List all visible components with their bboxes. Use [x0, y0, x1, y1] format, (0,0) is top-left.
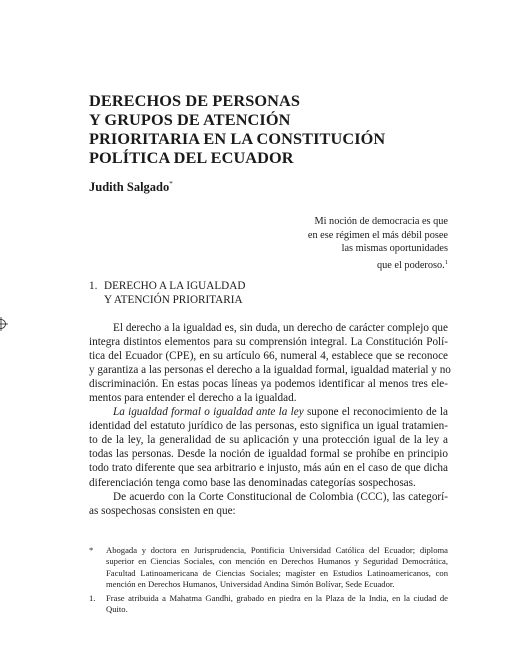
paragraph-2 [89, 405, 448, 489]
footnote-line: Facultad Latinoamericana de Ciencias Sociales; magíster en Estudios Latinoamericanos, con [106, 567, 448, 578]
footnote-line: Quito. [106, 604, 128, 615]
footnotes [89, 545, 448, 619]
epigraph-line: en ese régimen el más débil posee [307, 229, 448, 241]
italic-phrase: La igualdad formal o igualdad ante la ley [113, 406, 304, 419]
body-text [89, 321, 451, 518]
text-line: mentos para entender el derecho a la igualdad. [89, 392, 297, 405]
footnote-1 [89, 593, 448, 616]
epigraph-line: Mi noción de democracia es que [314, 216, 448, 227]
footnote-line: superior en Ciencias Sociales, con mención en Derechos Humanos y Seguridad Democrática, [106, 556, 448, 567]
registration-mark-icon [0, 317, 8, 331]
footnote-line: mención en Derechos Humanos, Universidad Andina Simón Bolívar, Sede Ecuador. [106, 578, 395, 589]
text-line: y garantiza a las personas el derecho a la igualdad formal, igualdad material y no [89, 364, 451, 377]
text-line: to de la ley, la generalidad de su aplicación y una protección igual de la ley a [89, 434, 448, 447]
footnote-mark: * [89, 545, 94, 555]
title-line: Y GRUPOS DE ATENCIÓN [89, 110, 291, 129]
epigraph-quote [208, 215, 448, 272]
title-line: DERECHOS DE PERSONAS [89, 91, 300, 110]
section-heading [89, 279, 245, 307]
section-heading-line: Y ATENCIÓN PRIORITARIA [104, 294, 243, 306]
text-line: El derecho a la igualdad es, sin duda, un derecho de carácter complejo que [113, 322, 448, 334]
author-byline [89, 180, 173, 195]
title-line: POLÍTICA DEL ECUADOR [89, 148, 294, 167]
footnote-line: Frase atribuida a Mahatma Gandhi, grabado en piedra en la Plaza de la India, en la ciudad de [106, 593, 448, 604]
text-line: diferenciación tenga como base las denominadas categorías sospechosas. [89, 476, 416, 489]
text-line: identidad del estatuto jurídico de las personas, esto significa un igual tratamien- [89, 420, 448, 433]
footnote-line: Abogada y doctora en Jurisprudencia, Pontificia Universidad Católica del Ecuador; diploma [106, 545, 448, 555]
text-line: La igualdad formal o igualdad ante la ley supone el reconocimiento de la [113, 406, 449, 419]
epigraph-line: las mismas oportunidades [341, 243, 448, 255]
page-title [89, 91, 419, 167]
text-line: todas las personas. Desde la noción de igualdad formal se prohíbe en principio [89, 448, 448, 461]
author-name: Judith Salgado [89, 180, 170, 194]
paragraph-1 [89, 321, 451, 405]
section-number: 1. [89, 280, 98, 292]
text-line: discriminación. En estas pocas líneas ya podemos identificar al menos tres ele- [89, 378, 448, 391]
text-line: De acuerdo con la Corte Constitucional de Colombia (CCC), las categorí- [113, 490, 448, 503]
text-line: todo trato diferente que sea arbitrario e injusto, más aún en el caso de que dicha [89, 462, 448, 475]
title-line: PRIORITARIA EN LA CONSTITUCIÓN [89, 129, 386, 148]
footnote-author [89, 545, 448, 590]
paragraph-3 [89, 490, 448, 518]
footnote-mark: 1. [89, 593, 96, 604]
epigraph-line: que el poderoso.$^1$ [376, 258, 448, 271]
epigraph-footnote-ref[interactable]: 1 [444, 258, 448, 266]
section-heading-line: DERECHO A LA IGUALDAD [104, 280, 246, 292]
text-line: as sospechosas consisten en que: [89, 504, 236, 517]
text-line: integra distintos elementos para su comprensión integral. La Constitución Polí- [89, 336, 448, 349]
author-footnote-ref[interactable]: * [169, 180, 173, 188]
text-line: tica del Ecuador (CPE), en su artículo 66, numeral 4, establece que se reconoce [89, 350, 448, 363]
